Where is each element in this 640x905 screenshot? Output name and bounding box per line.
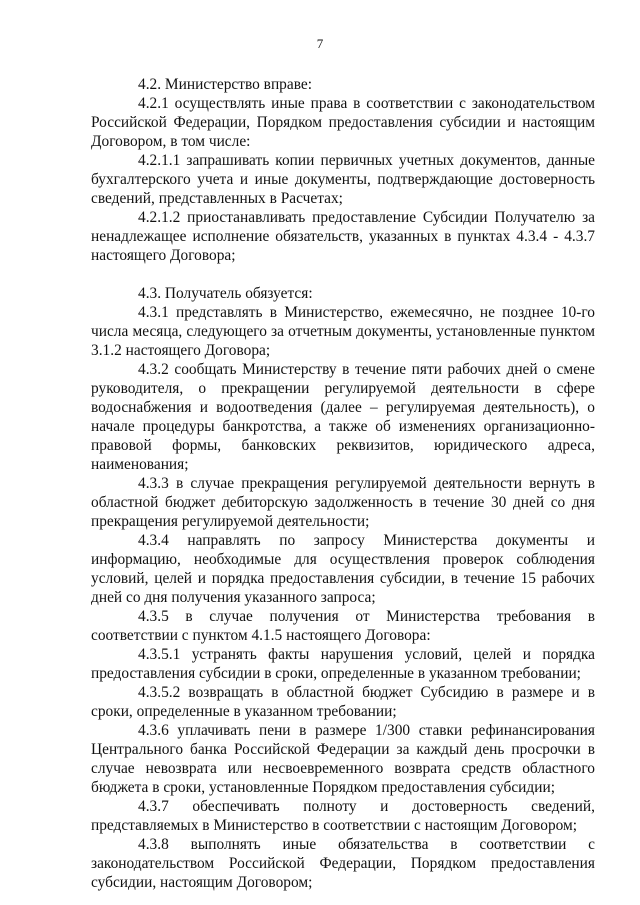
clause-4-3-3: 4.3.3 в случае прекращения регулируемой деятельности вернуть в областной бюджет дебиторскую задолженность в течение 30 дней со дня прекращения регулируемой деятельности; — [91, 475, 595, 530]
clause-4-3-4: 4.3.4 направлять по запросу Министерства документы и информацию, необходимые для осуществления проверок соблюдения условий, целей и порядка предоставления субсидии, в течение 15 рабочих дней со дня получения указанного запроса; — [91, 532, 595, 606]
clause-4-3-1: 4.3.1 представлять в Министерство, ежемесячно, не позднее 10-го числа месяца, следующего за отчетным документы, установленные пунктом 3.1.2 настоящего Договора; — [91, 304, 595, 359]
clause-4-3-5: 4.3.5 в случае получения от Министерства требования в соответствии с пунктом 4.1.5 настоящего Договора: — [91, 608, 595, 644]
clause-4-3-5-1: 4.3.5.1 устранять факты нарушения условий, целей и порядка предоставления субсидии в сроки, определенные в указанном требовании; — [91, 646, 595, 682]
clause-4-2: 4.2. Министерство вправе: — [138, 76, 312, 93]
clause-4-3-2: 4.3.2 сообщать Министерству в течение пяти рабочих дней о смене руководителя, о прекращении регулируемой деятельности в сфере водоснабжения и водоотведения (далее – регулируемая деятельность), о начале процедуры банкротства, а также об изменениях организационно-правовой формы, банковских реквизитов, юридического адреса, наименования; — [91, 361, 595, 473]
clause-4-3-5-2: 4.3.5.2 возвращать в областной бюджет Субсидию в размере и в сроки, определенные в указанном требовании; — [91, 684, 595, 720]
clause-4-3: 4.3. Получатель обязуется: — [138, 285, 313, 302]
clause-4-3-7: 4.3.7 обеспечивать полноту и достоверность сведений, представляемых в Министерство в соответствии с настоящим Договором; — [91, 798, 595, 834]
clause-4-2-1-1: 4.2.1.1 запрашивать копии первичных учетных документов, данные бухгалтерского учета и иные документы, подтверждающие достоверность сведений, представленных в Расчетах; — [91, 152, 595, 207]
clause-4-3-8: 4.3.8 выполнять иные обязательства в соответствии с законодательством Российской Федерации, Порядком предоставления субсидии, настоящим Договором; — [91, 836, 595, 891]
clause-4-2-1-2: 4.2.1.2 приостанавливать предоставление Субсидии Получателю за ненадлежащее исполнение обязательств, указанных в пунктах 4.3.4 - 4.3.7 настоящего Договора; — [91, 209, 595, 264]
page-number: 7 — [316, 36, 324, 51]
clause-4-2-1: 4.2.1 осуществлять иные права в соответствии с законодательством Российской Федерации, Порядком предоставления субсидии и настоящим Договором, в том числе: — [91, 95, 595, 150]
clause-4-3-6: 4.3.6 уплачивать пени в размере 1/300 ставки рефинансирования Центрального банка Российской Федерации за каждый день просрочки в случае невозврата или несвоевременного возврата средств областного бюджета в сроки, установленные Порядком предоставления субсидии; — [91, 722, 595, 796]
document-body — [91, 75, 595, 892]
